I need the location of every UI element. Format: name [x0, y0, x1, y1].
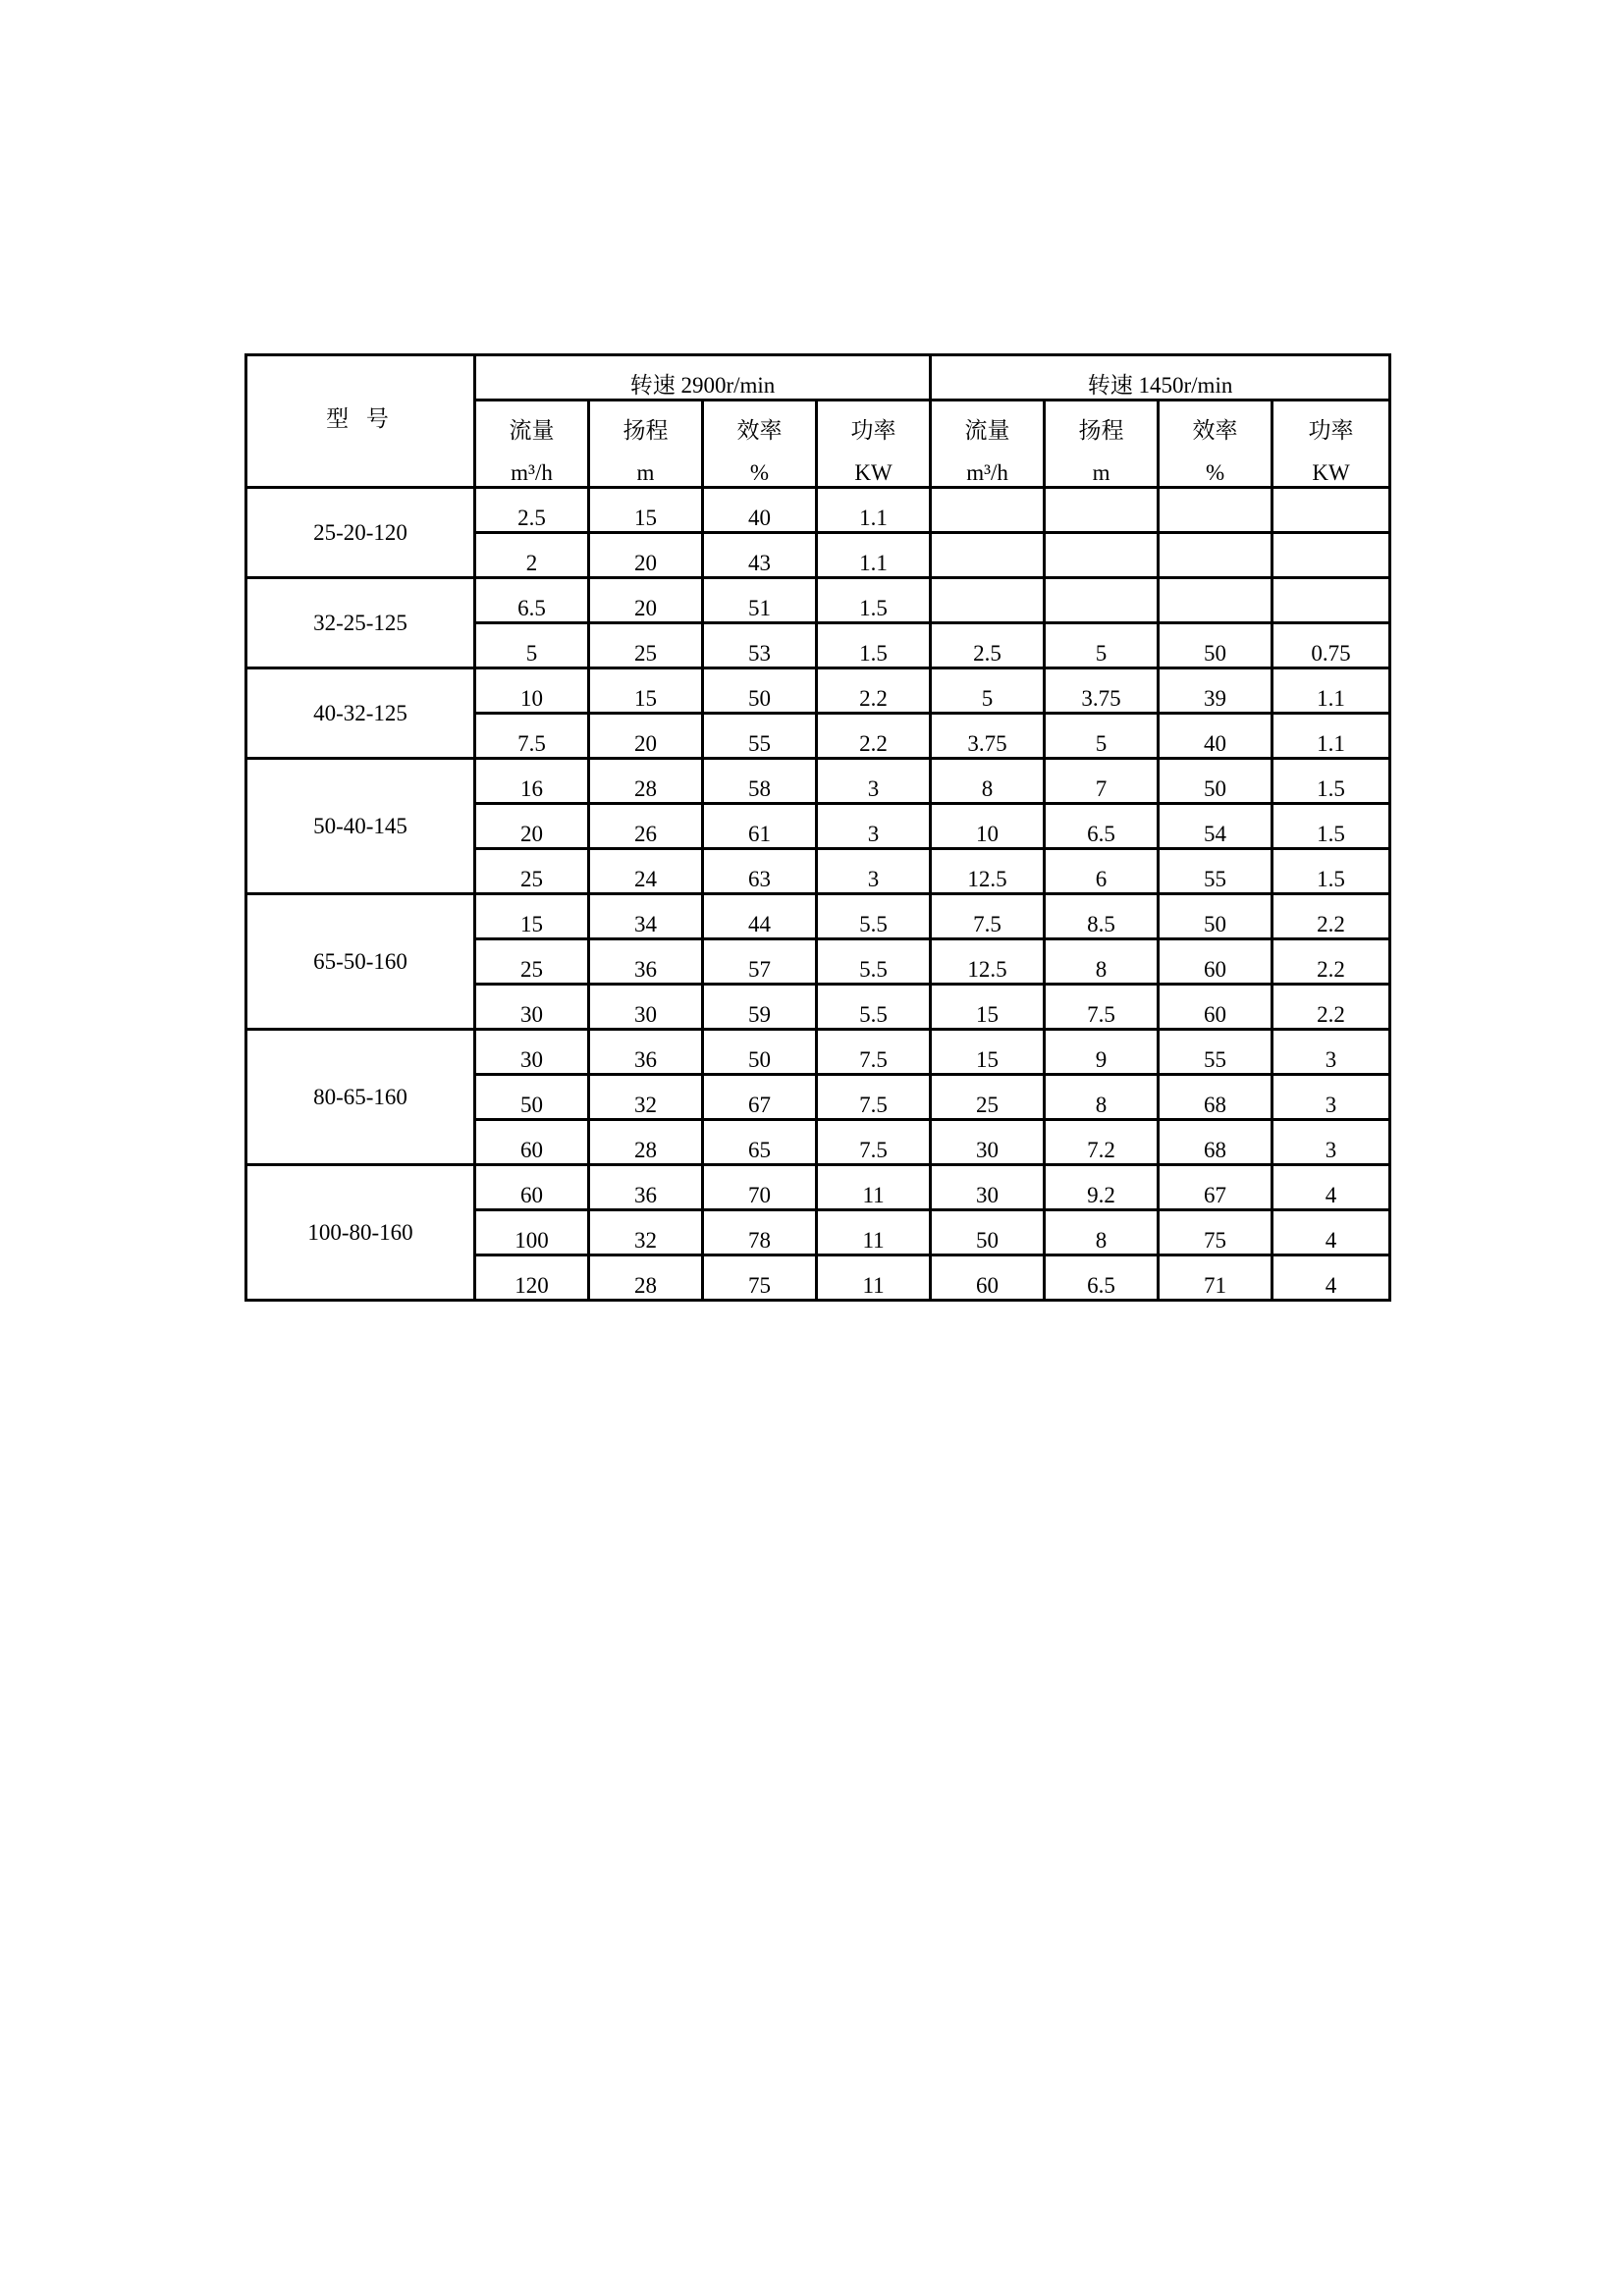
- model-cell: 40-32-125: [246, 668, 475, 759]
- value-cell: 63: [703, 849, 817, 894]
- value-cell: 51: [703, 578, 817, 623]
- value-cell: [1272, 488, 1390, 533]
- value-cell: 7.5: [1045, 985, 1159, 1030]
- value-cell: 43: [703, 533, 817, 578]
- value-cell: 5: [1045, 714, 1159, 759]
- value-cell: 34: [589, 894, 703, 939]
- value-cell: 11: [817, 1165, 931, 1210]
- column-name-cell: 扬程: [589, 400, 703, 445]
- value-cell: 1.5: [817, 578, 931, 623]
- value-cell: 60: [475, 1165, 589, 1210]
- value-cell: 7.2: [1045, 1120, 1159, 1165]
- value-cell: 55: [1159, 849, 1272, 894]
- value-cell: 3: [817, 849, 931, 894]
- value-cell: 20: [589, 578, 703, 623]
- value-cell: 3.75: [1045, 668, 1159, 714]
- value-cell: 1.5: [817, 623, 931, 668]
- value-cell: 2.5: [475, 488, 589, 533]
- value-cell: 1.5: [1272, 759, 1390, 804]
- value-cell: 3: [1272, 1030, 1390, 1075]
- value-cell: 3: [817, 759, 931, 804]
- table-row: [246, 488, 1390, 533]
- value-cell: 15: [931, 985, 1045, 1030]
- model-column-header: 型 号: [246, 355, 475, 488]
- column-unit-cell: KW: [1272, 444, 1390, 488]
- value-cell: 30: [589, 985, 703, 1030]
- table-row: [246, 759, 1390, 804]
- value-cell: 60: [1159, 939, 1272, 985]
- value-cell: 30: [475, 985, 589, 1030]
- value-cell: [1045, 488, 1159, 533]
- value-cell: 2: [475, 533, 589, 578]
- value-cell: 60: [1159, 985, 1272, 1030]
- value-cell: 1.1: [817, 488, 931, 533]
- value-cell: 1.5: [1272, 849, 1390, 894]
- value-cell: 25: [931, 1075, 1045, 1120]
- value-cell: 8: [1045, 1075, 1159, 1120]
- value-cell: 70: [703, 1165, 817, 1210]
- value-cell: 25: [589, 623, 703, 668]
- value-cell: 6.5: [475, 578, 589, 623]
- column-unit-cell: m: [589, 444, 703, 488]
- value-cell: 11: [817, 1255, 931, 1301]
- value-cell: [1159, 488, 1272, 533]
- value-cell: 10: [931, 804, 1045, 849]
- value-cell: 100: [475, 1210, 589, 1255]
- value-cell: 60: [931, 1255, 1045, 1301]
- table-row: [246, 1165, 1390, 1210]
- value-cell: 4: [1272, 1165, 1390, 1210]
- value-cell: 1.1: [817, 533, 931, 578]
- value-cell: 3: [1272, 1075, 1390, 1120]
- value-cell: 3: [1272, 1120, 1390, 1165]
- value-cell: [1159, 578, 1272, 623]
- value-cell: 12.5: [931, 849, 1045, 894]
- value-cell: [931, 578, 1045, 623]
- value-cell: 40: [703, 488, 817, 533]
- value-cell: 16: [475, 759, 589, 804]
- value-cell: 7.5: [931, 894, 1045, 939]
- value-cell: 1.1: [1272, 668, 1390, 714]
- value-cell: 65: [703, 1120, 817, 1165]
- value-cell: 36: [589, 1030, 703, 1075]
- value-cell: [1272, 578, 1390, 623]
- value-cell: 61: [703, 804, 817, 849]
- table-row: [246, 1030, 1390, 1075]
- value-cell: 20: [589, 714, 703, 759]
- value-cell: 25: [475, 939, 589, 985]
- column-name-cell: 扬程: [1045, 400, 1159, 445]
- model-cell: 100-80-160: [246, 1165, 475, 1301]
- value-cell: 40: [1159, 714, 1272, 759]
- value-cell: 9: [1045, 1030, 1159, 1075]
- value-cell: 50: [1159, 759, 1272, 804]
- value-cell: 39: [1159, 668, 1272, 714]
- value-cell: 8: [931, 759, 1045, 804]
- value-cell: 36: [589, 1165, 703, 1210]
- value-cell: 10: [475, 668, 589, 714]
- value-cell: [1045, 578, 1159, 623]
- value-cell: 7.5: [817, 1120, 931, 1165]
- value-cell: [931, 533, 1045, 578]
- value-cell: 5.5: [817, 985, 931, 1030]
- value-cell: 67: [703, 1075, 817, 1120]
- value-cell: 54: [1159, 804, 1272, 849]
- value-cell: 3: [817, 804, 931, 849]
- value-cell: 5: [931, 668, 1045, 714]
- value-cell: 2.2: [1272, 894, 1390, 939]
- value-cell: 20: [475, 804, 589, 849]
- column-unit-cell: m: [1045, 444, 1159, 488]
- value-cell: 68: [1159, 1120, 1272, 1165]
- value-cell: 75: [1159, 1210, 1272, 1255]
- value-cell: 20: [589, 533, 703, 578]
- value-cell: 1.5: [1272, 804, 1390, 849]
- model-cell: 25-20-120: [246, 488, 475, 578]
- value-cell: 28: [589, 1255, 703, 1301]
- model-cell: 50-40-145: [246, 759, 475, 894]
- value-cell: 32: [589, 1210, 703, 1255]
- column-name-cell: 流量: [475, 400, 589, 445]
- value-cell: 2.2: [1272, 985, 1390, 1030]
- column-unit-cell: KW: [817, 444, 931, 488]
- value-cell: 67: [1159, 1165, 1272, 1210]
- column-name-cell: 效率: [703, 400, 817, 445]
- value-cell: 1.1: [1272, 714, 1390, 759]
- value-cell: 8.5: [1045, 894, 1159, 939]
- value-cell: 9.2: [1045, 1165, 1159, 1210]
- value-cell: 6.5: [1045, 1255, 1159, 1301]
- value-cell: 50: [931, 1210, 1045, 1255]
- value-cell: 4: [1272, 1255, 1390, 1301]
- value-cell: 50: [1159, 623, 1272, 668]
- value-cell: 5: [1045, 623, 1159, 668]
- speed-group-header-1450: 转速 1450r/min: [931, 355, 1390, 400]
- value-cell: 7: [1045, 759, 1159, 804]
- model-cell: 80-65-160: [246, 1030, 475, 1165]
- value-cell: 36: [589, 939, 703, 985]
- value-cell: 6: [1045, 849, 1159, 894]
- value-cell: 50: [475, 1075, 589, 1120]
- column-name-cell: 功率: [817, 400, 931, 445]
- value-cell: [1159, 533, 1272, 578]
- model-cell: 32-25-125: [246, 578, 475, 668]
- value-cell: 12.5: [931, 939, 1045, 985]
- value-cell: 50: [703, 668, 817, 714]
- value-cell: [1045, 533, 1159, 578]
- speed-group-header-2900: 转速 2900r/min: [475, 355, 931, 400]
- value-cell: 68: [1159, 1075, 1272, 1120]
- table-header: [246, 355, 1390, 488]
- value-cell: 0.75: [1272, 623, 1390, 668]
- value-cell: 4: [1272, 1210, 1390, 1255]
- value-cell: 55: [703, 714, 817, 759]
- value-cell: 30: [475, 1030, 589, 1075]
- column-unit-cell: %: [703, 444, 817, 488]
- value-cell: 15: [589, 488, 703, 533]
- value-cell: [1272, 533, 1390, 578]
- value-cell: 71: [1159, 1255, 1272, 1301]
- value-cell: 2.2: [817, 668, 931, 714]
- value-cell: 15: [475, 894, 589, 939]
- value-cell: 2.2: [817, 714, 931, 759]
- value-cell: 7.5: [475, 714, 589, 759]
- value-cell: 3.75: [931, 714, 1045, 759]
- value-cell: 32: [589, 1075, 703, 1120]
- value-cell: 8: [1045, 1210, 1159, 1255]
- value-cell: 7.5: [817, 1030, 931, 1075]
- value-cell: 15: [589, 668, 703, 714]
- value-cell: 8: [1045, 939, 1159, 985]
- value-cell: 5.5: [817, 939, 931, 985]
- column-unit-cell: m³/h: [931, 444, 1045, 488]
- column-name-cell: 效率: [1159, 400, 1272, 445]
- value-cell: 50: [703, 1030, 817, 1075]
- group-header-row: [246, 355, 1390, 400]
- value-cell: 24: [589, 849, 703, 894]
- model-cell: 65-50-160: [246, 894, 475, 1030]
- value-cell: 28: [589, 759, 703, 804]
- value-cell: 78: [703, 1210, 817, 1255]
- value-cell: 58: [703, 759, 817, 804]
- column-name-cell: 功率: [1272, 400, 1390, 445]
- value-cell: 6.5: [1045, 804, 1159, 849]
- value-cell: 60: [475, 1120, 589, 1165]
- value-cell: 59: [703, 985, 817, 1030]
- column-name-cell: 流量: [931, 400, 1045, 445]
- table-body: [246, 488, 1390, 1301]
- value-cell: [931, 488, 1045, 533]
- value-cell: 53: [703, 623, 817, 668]
- value-cell: 44: [703, 894, 817, 939]
- value-cell: 30: [931, 1165, 1045, 1210]
- table-row: [246, 894, 1390, 939]
- value-cell: 5: [475, 623, 589, 668]
- column-unit-cell: %: [1159, 444, 1272, 488]
- value-cell: 11: [817, 1210, 931, 1255]
- value-cell: 2.2: [1272, 939, 1390, 985]
- value-cell: 120: [475, 1255, 589, 1301]
- table-row: [246, 668, 1390, 714]
- value-cell: 15: [931, 1030, 1045, 1075]
- column-unit-cell: m³/h: [475, 444, 589, 488]
- pump-performance-table: [244, 353, 1391, 1302]
- value-cell: 50: [1159, 894, 1272, 939]
- value-cell: 55: [1159, 1030, 1272, 1075]
- value-cell: 25: [475, 849, 589, 894]
- value-cell: 26: [589, 804, 703, 849]
- value-cell: 2.5: [931, 623, 1045, 668]
- value-cell: 57: [703, 939, 817, 985]
- value-cell: 75: [703, 1255, 817, 1301]
- value-cell: 28: [589, 1120, 703, 1165]
- table-row: [246, 578, 1390, 623]
- value-cell: 30: [931, 1120, 1045, 1165]
- value-cell: 5.5: [817, 894, 931, 939]
- value-cell: 7.5: [817, 1075, 931, 1120]
